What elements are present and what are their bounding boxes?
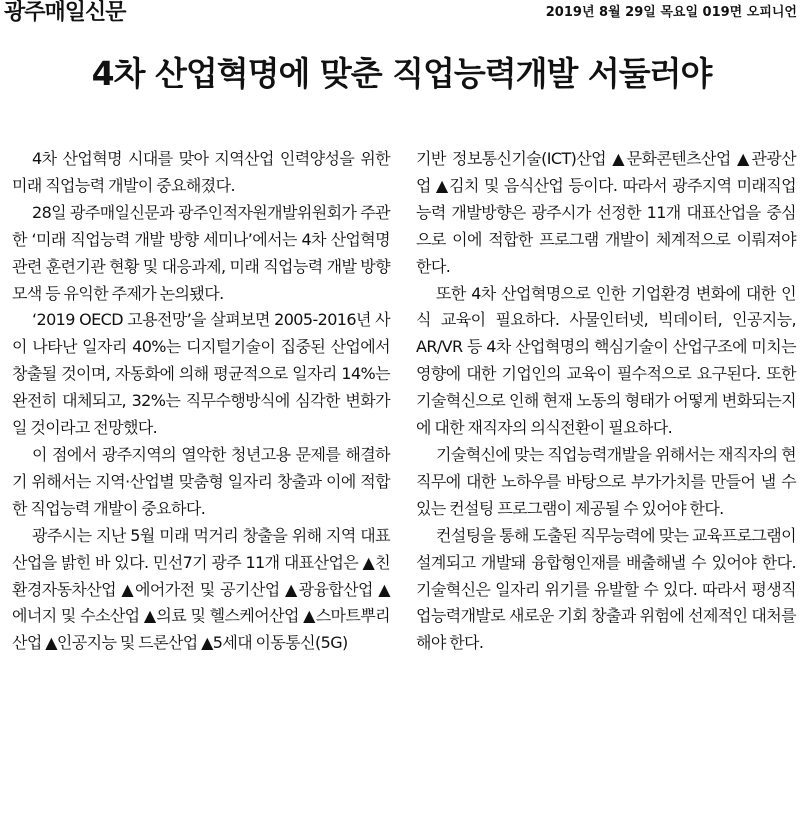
- article-paragraph: 또한 4차 산업혁명으로 인한 기업환경 변화에 대한 인식 교육이 필요하다. 사물인터넷, 빅데이터, 인공지능, AR/VR 등 4차 산업혁명의 핵심기술이 산업구조에 미치는 영향에 대한 기업인의 교육이 필수적으로 요구된다. 또한 기술혁신으로 인해 현재 노동의 형태가 어떻게 변화되는지에 대한 재직자의 의식전환이 필요하다.: [416, 283, 796, 438]
- article-paragraph: 컨설팅을 통해 도출된 직무능력에 맞는 교육프로그램이 설계되고 개발돼 융합형인재를 배출해낼 수 있어야 한다. 기술혁신은 일자리 위기를 유발할 수 있다. 따라서 평생직업능력개발로 새로운 기회 창출과 위험에 선제적인 대처를 해야 한다.: [416, 525, 796, 653]
- article-paragraph: 이 점에서 광주지역의 열악한 청년고용 문제를 해결하기 위해서는 지역·산업별 맞춤형 일자리 창출과 이에 적합한 직업능력 개발이 중요하다.: [12, 444, 390, 518]
- newspaper-masthead: 광주매일신문: [4, 0, 126, 25]
- page-header: [0, 0, 803, 28]
- article-column-right: [416, 146, 796, 657]
- article-paragraph: 광주시는 지난 5월 미래 먹거리 창출을 위해 지역 대표산업을 밝힌 바 있다. 민선7기 광주 11개 대표산업은 ▲친환경자동차산업 ▲에어가전 및 공기산업 ▲광융합산업 ▲에너지 및 수소산업 ▲의료 및 헬스케어산업 ▲스마트뿌리산업 ▲인공지능 및 드론산업 ▲5세대 이동통신(5G): [12, 525, 390, 653]
- article-column-left: [12, 146, 390, 657]
- article-paragraph: ‘2019 OECD 고용전망’을 살펴보면 2005-2016년 사이 나타난 일자리 40%는 디지털기술이 집중된 산업에서 창출될 것이며, 자동화에 의해 평균적으로 일자리 14%는 완전히 대체되고, 32%는 직무수행방식에 심각한 변화가 일 것이라고 전망했다.: [12, 310, 390, 438]
- article-paragraph: 기술혁신에 맞는 직업능력개발을 위해서는 재직자의 현 직무에 대한 노하우를 바탕으로 부가가치를 만들어 낼 수 있는 컨설팅 프로그램이 제공될 수 있어야 한다.: [416, 444, 796, 518]
- article-paragraph: 28일 광주매일신문과 광주인적자원개발위원회가 주관한 ‘미래 직업능력 개발 방향 세미나’에서는 4차 산업혁명 관련 훈련기관 현황 및 대응과제, 미래 직업능력 개발 방향 모색 등 유익한 주제가 논의됐다.: [12, 202, 390, 303]
- article-headline: 4차 산업혁명에 맞춘 직업능력개발 서둘러야: [91, 54, 712, 93]
- article-paragraph-continuation: 기반 정보통신기술(ICT)산업 ▲문화콘텐츠산업 ▲관광산업 ▲김치 및 음식산업 등이다. 따라서 광주지역 미래직업능력 개발방향은 광주시가 선정한 11개 대표산업을 중심으로 이에 적합한 프로그램 개발이 체계적으로 이뤄져야 한다.: [416, 149, 796, 276]
- publication-dateline: 2019년 8월 29일 목요일 019면 오피니언: [545, 5, 797, 20]
- article-paragraph: 4차 산업혁명 시대를 맞아 지역산업 인력양성을 위한 미래 직업능력 개발이 중요해졌다.: [12, 149, 390, 195]
